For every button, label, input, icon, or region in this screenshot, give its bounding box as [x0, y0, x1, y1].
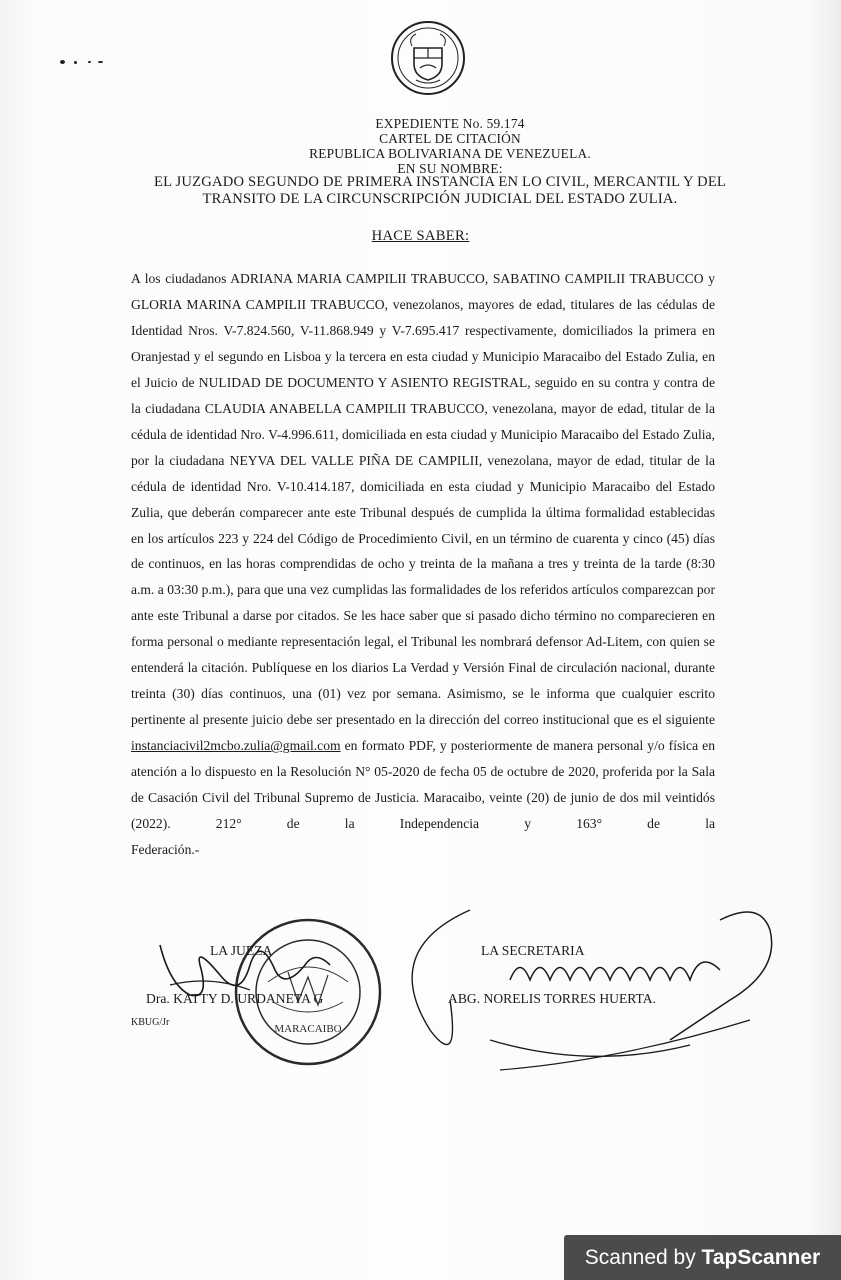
document-initials: KBUG/Jr [131, 1017, 170, 1028]
en-su-nombre-line: EN SU NOMBRE: [397, 161, 503, 176]
body-text-part1: A los ciudadanos ADRIANA MARIA CAMPILII TRABUCCO, SABATINO CAMPILII TRABUCCO y GLORIA MARINA CAMPILII TRABUCCO, venezolanos, mayores de edad, titulares de las cédulas de Identidad Nros. V-7.824.560, V-11.868.949 y V-7.695.417 respectivamente, domiciliados la primera en Oranjestad y el segundo en Lisboa y la tercera en esta ciudad y Municipio Maracaibo del Estado Zulia, en el Juicio de NULIDAD DE DOCUMENTO Y ASIENTO REGISTRAL, seguido en su contra y contra de la ciudadana CLAUDIA ANABELLA CAMPILII TRABUCCO, venezolana, mayor de edad, titular de la cédula de identidad Nro. V-4.996.611, domiciliada en esta ciudad y Municipio Maracaibo del Estado Zulia, por la ciudadana NEYVA DEL VALLE PIÑA DE CAMPILII, venezolana, mayor de edad, titular de la cédula de identidad Nro. V-10.414.187, domiciliada en esta ciudad y Municipio Maracaibo del Estado Zulia, que deberán comparecer ante este Tribunal después de cumplida la última formalidad establecidas en los artículos 223 y 224 del Código de Procedimiento Civil, en un término de cuarenta y cinco (45) días de continuos, en las horas comprendidas de ocho y treinta de la mañana a tres y treinta de la tarde (8:30 a.m. a 03:30 p.m.), para que una vez cumplidas las formalidades de los referidos artículos comparezcan por ante este Tribunal a darse por citados. Se les hace saber que si pasado dicho término no comparecieren en forma personal o mediante representación legal, el Tribunal les nombrará defensor Ad-Litem, con quien se entenderá la citación. Publíquese en los diarios La Verdad y Versión Final de circulación nacional, durante treinta (30) días continuos, una (01) vez por semana. Asimismo, se le informa que cualquier escrito pertinente al presente juicio debe ser presentado en la dirección del correo institucional que es el siguiente [131, 271, 715, 728]
secretaria-name: ABG. NORELIS TORRES HUERTA. [448, 991, 656, 1006]
secretaria-label: LA SECRETARIA [481, 943, 585, 958]
scanner-watermark [564, 1235, 841, 1280]
institutional-email-link[interactable]: instanciacivil2mcbo.zulia@gmail.com [131, 738, 341, 754]
juzgado-line: EL JUZGADO SEGUNDO DE PRIMERA INSTANCIA EN LO CIVIL, MERCANTIL Y DEL [153, 174, 727, 190]
court-seal-icon [390, 20, 466, 96]
secretaria-signature-icon [390, 900, 790, 1080]
jueza-name: Dra. KATTY D. URDANETA G [146, 991, 324, 1006]
expediente-number: EXPEDIENTE No. 59.174 [375, 116, 525, 131]
republica-line: REPUBLICA BOLIVARIANA DE VENEZUELA. [309, 146, 591, 161]
jueza-label: LA JUEZA [210, 943, 273, 958]
scanner-prefix: Scanned by [584, 1246, 702, 1269]
transito-line: TRANSITO DE LA CIRCUNSCRIPCIÓN JUDICIAL DEL ESTADO ZULIA. [202, 191, 678, 207]
scan-speck [98, 61, 103, 63]
stamp-center-text: MARACAIBO [274, 1023, 342, 1035]
hace-saber-heading: HACE SABER: [371, 228, 470, 244]
scanner-brand: TapScanner [701, 1246, 821, 1269]
scan-speck [88, 61, 91, 63]
cartel-title: CARTEL DE CITACIÓN [379, 131, 521, 146]
scan-speck [74, 61, 77, 64]
scan-speck [60, 60, 65, 64]
citation-body [131, 266, 715, 863]
body-closing: Federación.- [131, 841, 200, 857]
body-text-part2: en formato PDF, y posteriormente de manera personal y/o física en atención a lo dispuesto en la Resolución N° 05-2020 de fecha 05 de octubre de 2020, proferida por la Sala de Casación Civil del Tribunal Supremo de Justicia. Maracaibo, veinte (20) de junio de dos mil veintidós (2022). 212° de la Independencia y 163° de la [131, 738, 715, 832]
jueza-signature-icon [150, 925, 350, 1015]
